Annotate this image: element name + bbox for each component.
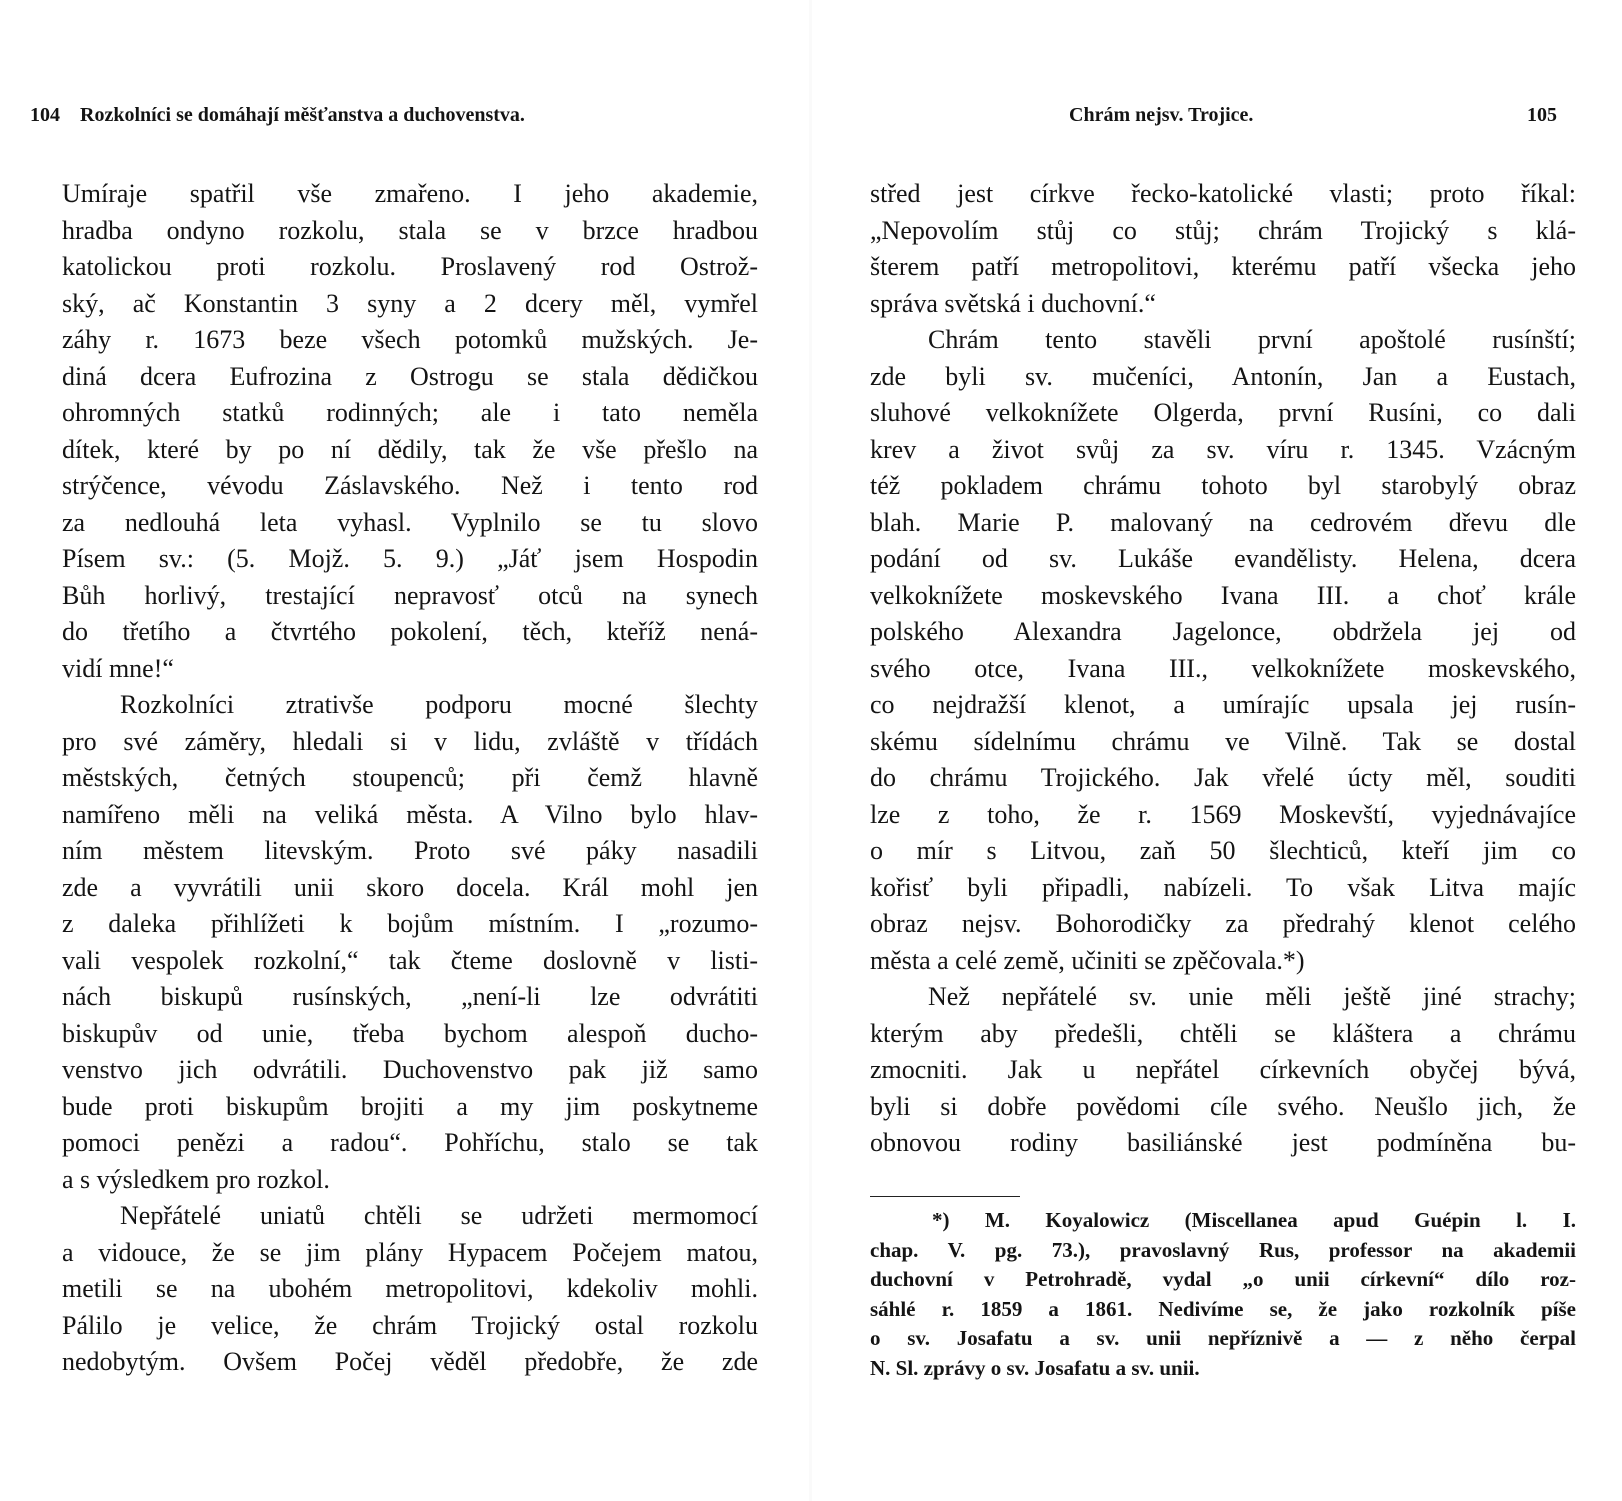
text-line: „Nepovolím stůj co stůj; chrám Trojický s klá- — [870, 215, 1576, 245]
text-line: Umíraje spatřil vše zmařeno. I jeho akademie, — [62, 179, 758, 208]
text-line: též pokladem chrámu tohoto byl starobylý obraz — [870, 471, 1576, 500]
text-line: byli si dobře povědomi cíle svého. Neušlo jich, že — [870, 1091, 1576, 1121]
text-line: diná dcera Eufrozina z Ostrogu se stala dědičkou — [62, 361, 758, 391]
text-line: za nedlouhá leta vyhasl. Vyplnilo se tu slovo — [62, 507, 758, 537]
text-line: do chrámu Trojického. Jak vřelé úcty měl, souditi — [870, 763, 1576, 792]
text-line: biskupův od unie, třeba bychom alespoň ducho- — [62, 1018, 758, 1048]
text-line: krev a život svůj za sv. víru r. 1345. Vzácným — [870, 434, 1576, 464]
text-line: pomoci penězi a radou“. Pohříchu, stalo se tak — [62, 1128, 758, 1157]
footnote-line: N. Sl. zprávy o sv. Josafatu a sv. unii. — [870, 1355, 1200, 1380]
text-line: namířeno měli na veliká města. A Vilno bylo hlav- — [62, 799, 758, 829]
text-line: katolickou proti rozkolu. Proslavený rod Ostrož- — [62, 252, 758, 281]
text-line: svého otce, Ivana III., velkoknížete moskevského, — [870, 653, 1576, 683]
text-line: metili se na ubohém metropolitovi, kdekoliv mohli. — [62, 1274, 758, 1303]
text-line: bude proti biskupům brojiti a my jim poskytneme — [62, 1091, 758, 1121]
footnote-line: o sv. Josafatu a sv. unii nepříznivě a — z něho čerpal — [870, 1326, 1576, 1350]
text-line: a s výsledkem pro rozkol. — [62, 1164, 330, 1194]
text-line: zmocniti. Jak u nepřátel církevních obyčej bývá, — [870, 1055, 1576, 1084]
text-line: Bůh horlivý, trestající nepravosť otců na synech — [62, 580, 758, 610]
text-line: a vidouce, že se jim plány Hypacem Počejem matou, — [62, 1237, 758, 1267]
text-line: Chrám tento stavěli první apoštolé rusínští; — [928, 325, 1576, 354]
text-line: nách biskupů rusínských, „není-li lze odvrátiti — [62, 982, 758, 1011]
text-line: strýčence, vévodu Záslavského. Než i tento rod — [62, 471, 758, 500]
text-line: města a celé země, učiniti se zpěčovala.*) — [870, 945, 1305, 975]
text-line: polského Alexandra Jagelonce, obdržela jej od — [870, 617, 1576, 646]
text-line: zde byli sv. mučeníci, Antonín, Jan a Eustach, — [870, 361, 1576, 391]
text-line: venstvo jich odvrátili. Duchovenstvo pak již samo — [62, 1055, 758, 1084]
text-line: zde a vyvrátili unii skoro docela. Král mohl jen — [62, 872, 758, 902]
text-column — [870, 176, 1576, 1162]
text-line: Pálilo je velice, že chrám Trojický ostal rozkolu — [62, 1310, 758, 1340]
text-line: kořisť byli připadli, nabízeli. To však Litva majíc — [870, 872, 1576, 902]
text-line: velkoknížete moskevského Ivana III. a choť krále — [870, 580, 1576, 610]
text-column — [62, 176, 758, 1381]
text-line: Než nepřátelé sv. unie měli ještě jiné strachy; — [928, 982, 1576, 1011]
text-line: sluhové velkoknížete Olgerda, první Rusíni, co dali — [870, 398, 1576, 427]
text-line: pro své záměry, hledali si v lidu, zvláště v třídách — [62, 726, 758, 756]
text-line: obraz nejsv. Bohorodičky za předrahý klenot celého — [870, 909, 1576, 938]
footnote-line: sáhlé r. 1859 a 1861. Nedivíme se, že jako rozkolník píše — [870, 1296, 1576, 1321]
text-line: lze z toho, že r. 1569 Moskevští, vyjednávajíce — [870, 799, 1576, 829]
text-line: nedobytým. Ovšem Počej věděl předobře, že zde — [62, 1347, 758, 1376]
footnote-rule — [870, 1196, 1020, 1197]
page-number: 104 — [30, 104, 60, 126]
footnote-line: *) M. Koyalowicz (Miscellanea apud Guépin l. I. — [932, 1208, 1576, 1232]
text-line: Písem sv.: (5. Mojž. 5. 9.) „Jáť jsem Hospodin — [62, 544, 758, 573]
text-line: záhy r. 1673 beze všech potomků mužských. Je- — [62, 325, 758, 354]
running-header: Rozkolníci se domáhají měšťanstva a duchovenstva. — [80, 104, 525, 126]
text-line: ský, ač Konstantin 3 syny a 2 dcery měl, vymřel — [62, 288, 758, 318]
text-line: ním městem litevským. Proto své páky nasadili — [62, 836, 758, 865]
text-line: blah. Marie P. malovaný na cedrovém dřevu dle — [870, 507, 1576, 537]
text-line: dítek, které by po ní dědily, tak že vše přešlo na — [62, 434, 758, 464]
text-line: šterem patří metropolitovi, kterému patří všecka jeho — [870, 252, 1576, 281]
text-line: hradba ondyno rozkolu, stala se v brzce hradbou — [62, 215, 758, 245]
footnote-line: duchovní v Petrohradě, vydal „o unii církevní“ dílo roz- — [870, 1267, 1576, 1291]
right-page — [811, 0, 1622, 1501]
text-line: Nepřátelé uniatů chtěli se udržeti mermomocí — [120, 1201, 758, 1230]
text-line: vali vespolek rozkolní,“ tak čteme doslovně v listi- — [62, 945, 758, 975]
text-line: kterým aby předešli, chtěli se kláštera a chrámu — [870, 1018, 1576, 1048]
text-line: střed jest církve řecko-katolické vlasti; proto říkal: — [870, 179, 1576, 208]
text-line: městských, četných stoupenců; při čemž hlavně — [62, 763, 758, 792]
text-line: z daleka přihlížeti k bojům místním. I „rozumo- — [62, 909, 758, 938]
text-line: Rozkolníci ztrativše podporu mocné šlechty — [120, 690, 758, 719]
text-line: co nejdražší klenot, a umírajíc upsala jej rusín- — [870, 690, 1576, 719]
footnote-line: chap. V. pg. 73.), pravoslavný Rus, professor na akademii — [870, 1237, 1576, 1262]
text-line: o mír s Litvou, zaň 50 šlechticů, kteří jim co — [870, 836, 1576, 865]
text-line: do třetího a čtvrtého pokolení, těch, kteříž nená- — [62, 617, 758, 646]
running-header: Chrám nejsv. Trojice. — [1069, 104, 1254, 126]
text-line: skému sídelnímu chrámu ve Vilně. Tak se dostal — [870, 726, 1576, 756]
text-line: správa světská i duchovní.“ — [870, 288, 1156, 318]
page-number: 105 — [1527, 104, 1557, 126]
text-line: podání od sv. Lukáše evandělisty. Helena, dcera — [870, 544, 1576, 573]
footnote — [870, 1206, 1576, 1383]
text-line: vidí mne!“ — [62, 653, 174, 683]
text-line: ohromných statků rodinných; ale i tato neměla — [62, 398, 758, 427]
text-line: obnovou rodiny basiliánské jest podmíněna bu- — [870, 1128, 1576, 1157]
